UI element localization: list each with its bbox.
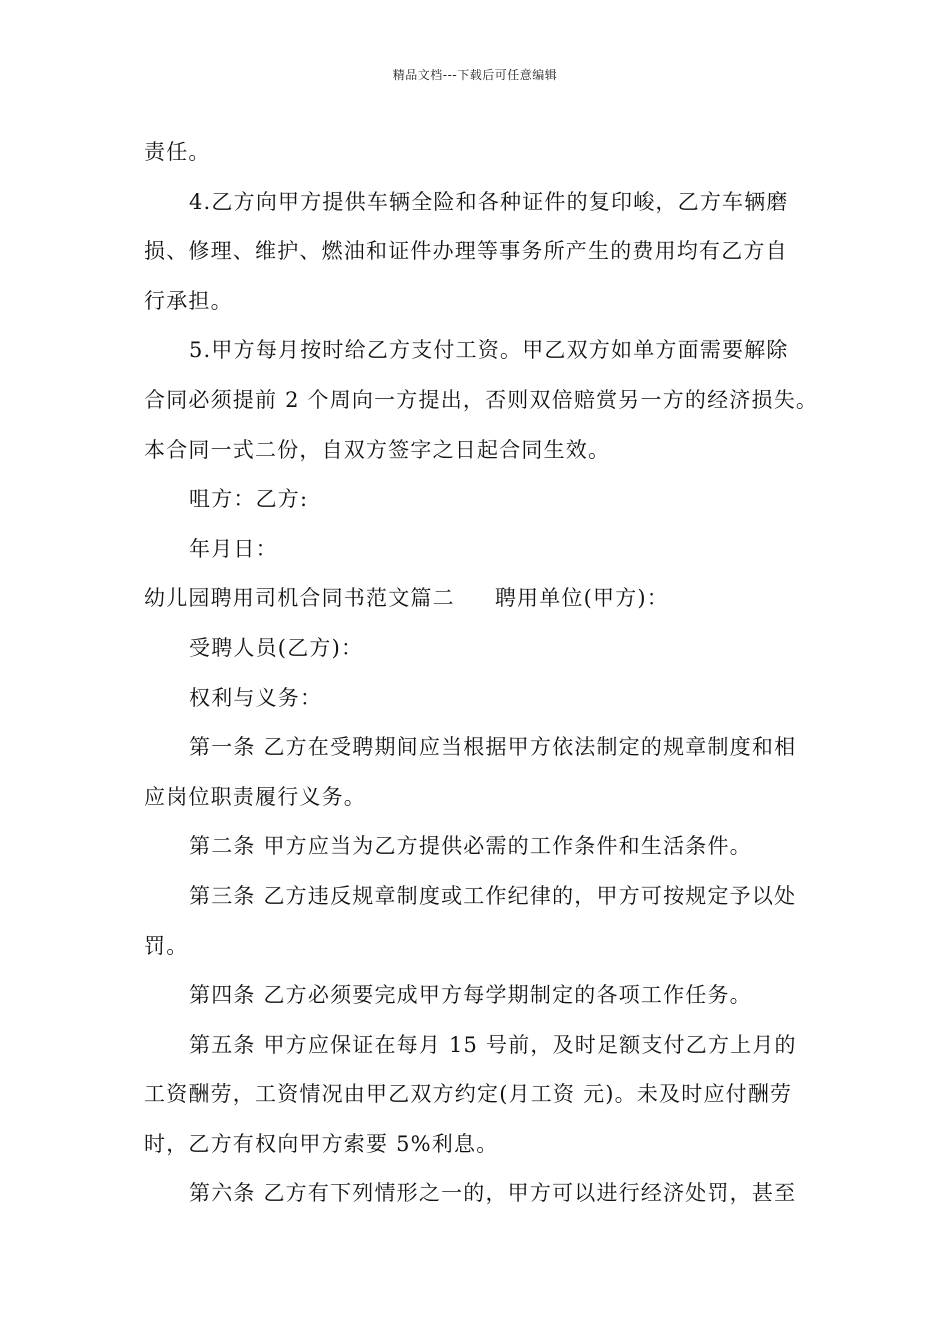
article-line: 工资酬劳，工资情况由甲乙双方约定(月工资 元)。未及时应付酬劳 <box>144 1082 793 1107</box>
section-title: 幼儿园聘用司机合同书范文篇二 <box>144 586 455 611</box>
rights-heading: 权利与义务： <box>189 685 323 710</box>
paragraph-line: 责任。 <box>144 140 211 164</box>
article-line: 第六条 乙方有下列情形之一的，甲方可以进行经济处罚，甚至 <box>189 1181 797 1206</box>
paragraph-line: 损、修理、维护、燃油和证件办理等事务所产生的费用均有乙方自 <box>144 239 788 264</box>
article-line: 罚。 <box>144 933 189 958</box>
date-line: 年月日： <box>189 536 278 561</box>
paragraph-line: 本合同一式二份，自双方签字之日起合同生效。 <box>144 437 611 462</box>
page-header: 精品文档---下载后可任意编辑 <box>392 68 558 82</box>
article-line: 第四条 乙方必须要完成甲方每学期制定的各项工作任务。 <box>189 983 752 1008</box>
paragraph-line: 合同必须提前 2 个周向一方提出，否则双倍赔赏另一方的经济损失。 <box>144 387 819 412</box>
document-body <box>144 128 824 1219</box>
article-line: 应岗位职责履行义务。 <box>144 784 366 809</box>
section-title-line <box>144 574 824 624</box>
article-line: 第三条 乙方违反规章制度或工作纪律的，甲方可按规定予以处 <box>189 883 797 908</box>
article-line: 时，乙方有权向甲方索要 5%利息。 <box>144 1131 499 1156</box>
article-line: 第二条 甲方应当为乙方提供必需的工作条件和生活条件。 <box>189 834 752 859</box>
article-line: 第五条 甲方应保证在每月 15 号前，及时足额支付乙方上月的 <box>189 1032 797 1057</box>
paragraph-line: 4.乙方向甲方提供车辆全险和各种证件的复印峻，乙方车辆磨 <box>189 189 789 214</box>
paragraph-line: 5.甲方每月按时给乙方支付工资。甲乙双方如单方面需要解除 <box>189 338 789 363</box>
signature-line: 咀方：乙方: <box>189 487 309 512</box>
employer-label: 聘用单位(甲方)： <box>494 586 669 611</box>
article-line: 第一条 乙方在受聘期间应当根据甲方依法制定的规章制度和相 <box>189 735 797 760</box>
employee-label: 受聘人员(乙方)： <box>189 635 364 660</box>
paragraph-line: 行承担。 <box>144 288 233 313</box>
